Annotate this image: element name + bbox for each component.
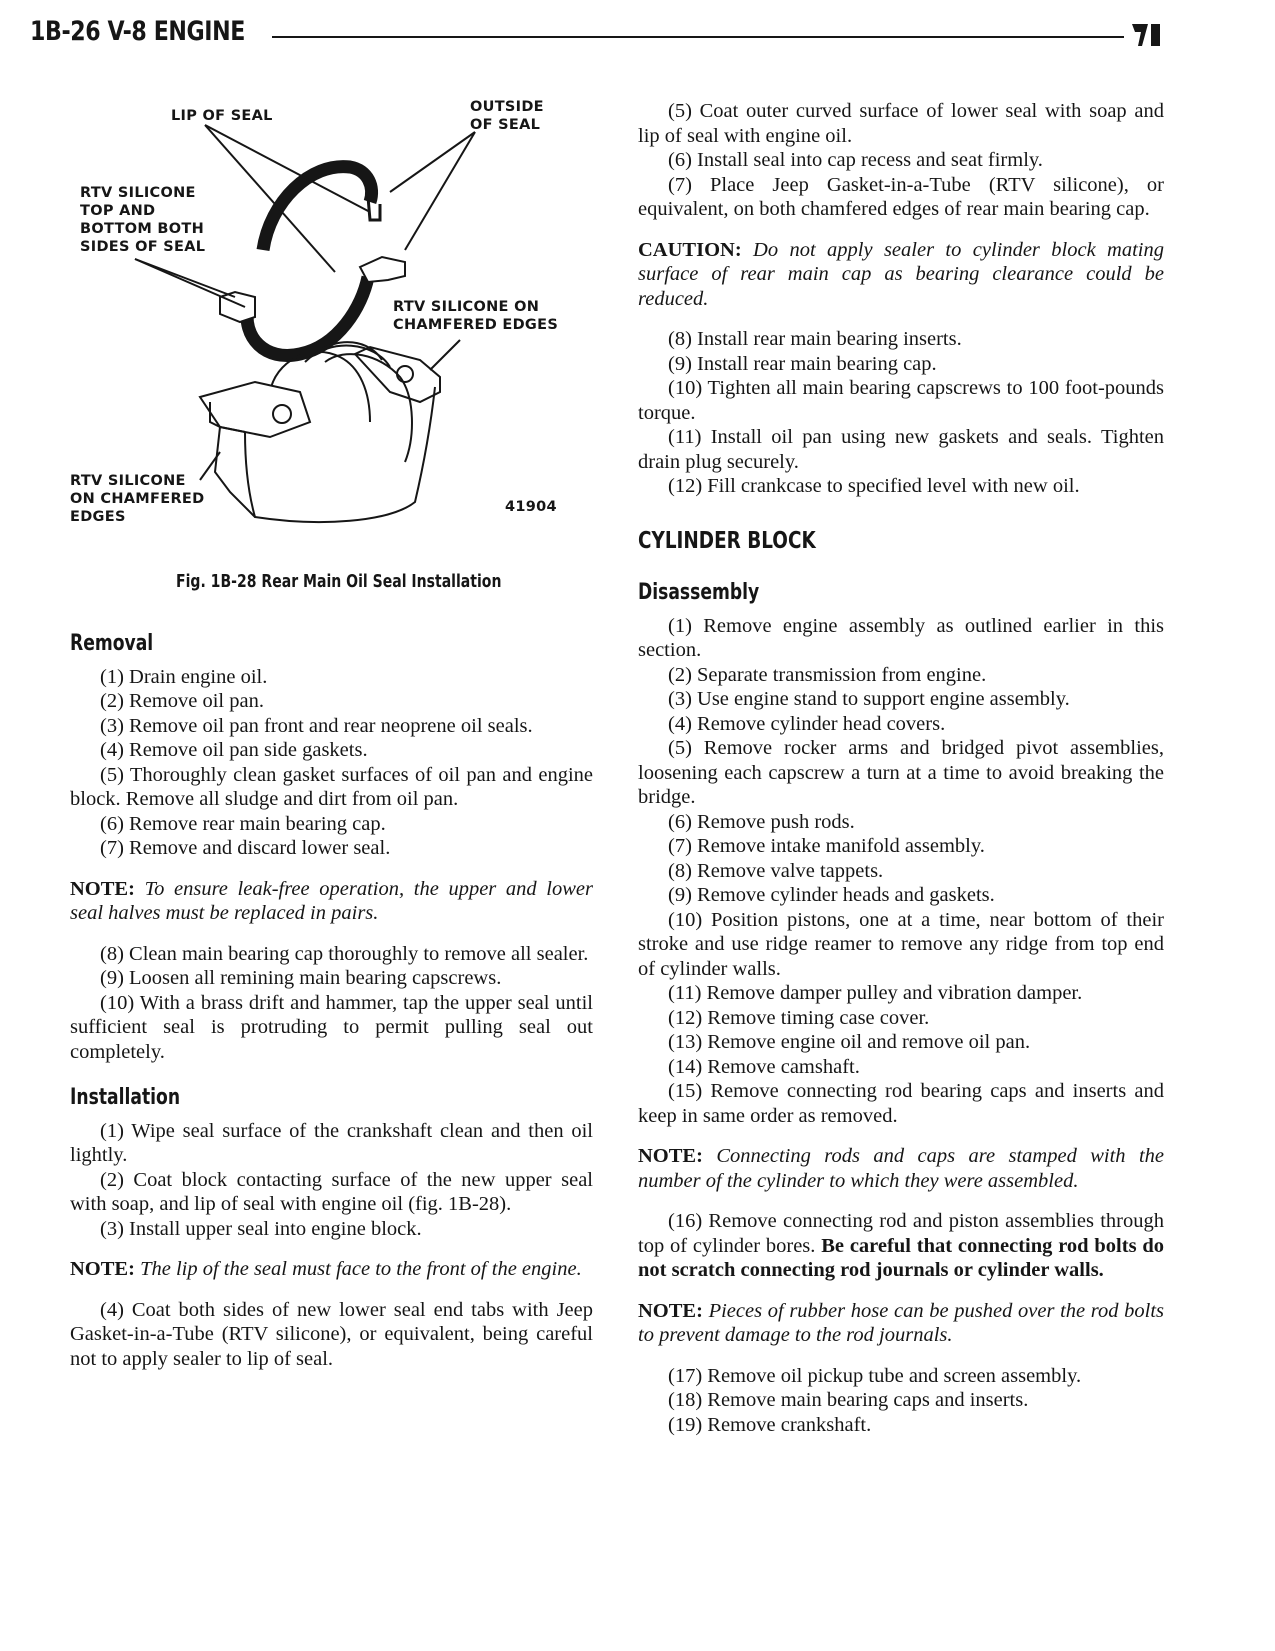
note-label: NOTE: bbox=[638, 1299, 703, 1322]
label-outside-of-seal: OUTSIDE OF SEAL bbox=[470, 99, 544, 133]
note-rubber-hose bbox=[638, 1299, 1164, 1348]
removal-step: (7) Remove and discard lower seal. bbox=[100, 837, 391, 859]
note-label: NOTE: bbox=[638, 1145, 703, 1167]
removal-step: (8) Clean main bearing cap thoroughly to remove all sealer. bbox=[100, 942, 589, 965]
disassembly-step: (8) Remove valve tappets. bbox=[668, 859, 884, 882]
installation-step: (11) Install oil pan using new gaskets and seals. Tighten drain plug securely. bbox=[638, 426, 1164, 473]
caution-sealer bbox=[638, 238, 1164, 312]
removal-step: (4) Remove oil pan side gaskets. bbox=[100, 739, 368, 761]
note-lip-front bbox=[70, 1257, 593, 1282]
removal-step: (5) Thoroughly clean gasket surfaces of oil pan and engine block. Remove all sludge and dirt from oil pan. bbox=[70, 763, 593, 810]
installation-step: (10) Tighten all main bearing capscrews to 100 foot-pounds torque. bbox=[638, 377, 1164, 424]
disassembly-step: (11) Remove damper pulley and vibration damper. bbox=[668, 982, 1083, 1004]
disassembly-step-16 bbox=[638, 1209, 1164, 1283]
removal-step: (10) With a brass drift and hammer, tap the upper seal until sufficient seal is protruding to permit pulling seal out completely. bbox=[70, 991, 593, 1063]
page-header-title: 1B-26 V-8 ENGINE bbox=[30, 16, 245, 47]
installation-step: (6) Install seal into cap recess and seat firmly. bbox=[668, 149, 1043, 171]
installation-step: (7) Place Jeep Gasket-in-a-Tube (RTV silicone), or equivalent, on both chamfered edges of rear main bearing cap. bbox=[638, 173, 1164, 220]
step16-text: (16) Remove connecting rod and piston assemblies through top of cylinder bores. bbox=[638, 1210, 1164, 1257]
caution-label: CAUTION: bbox=[638, 238, 742, 261]
installation-step: (1) Wipe seal surface of the crankshaft clean and then oil lightly. bbox=[70, 1119, 593, 1166]
figure-rear-main-seal bbox=[70, 92, 590, 562]
removal-step: (1) Drain engine oil. bbox=[100, 665, 268, 688]
caution-text: Do not apply sealer to cylinder block mating surface of rear main cap as bearing clearance could be reduced. bbox=[638, 238, 1164, 310]
step16-warning: Be careful that connecting rod bolts do not scratch connecting rod journals or cylinder walls. bbox=[638, 1234, 1165, 1281]
figure-caption: Fig. 1B-28 Rear Main Oil Seal Installation bbox=[176, 571, 502, 592]
label-rtv-top-bottom: RTV SILICONE TOP AND BOTTOM BOTH SIDES OF SEAL bbox=[80, 185, 206, 255]
installation-step: (12) Fill crankcase to specified level with new oil. bbox=[668, 475, 1080, 497]
disassembly-step: (14) Remove camshaft. bbox=[668, 1055, 860, 1078]
disassembly-step: (18) Remove main bearing caps and inserts. bbox=[668, 1389, 1029, 1411]
disassembly-step: (1) Remove engine assembly as outlined earlier in this section. bbox=[638, 614, 1164, 661]
note-label: NOTE: bbox=[70, 1258, 135, 1280]
disassembly-step: (5) Remove rocker arms and bridged pivot assemblies, loosening each capscrew a turn at a time to avoid breaking the bridge. bbox=[638, 737, 1164, 808]
note-text: Connecting rods and caps are stamped with the number of the cylinder to which they were assembled. bbox=[638, 1145, 1165, 1192]
header-rule bbox=[272, 36, 1124, 38]
disassembly-step: (6) Remove push rods. bbox=[668, 810, 855, 833]
note-text: To ensure leak-free operation, the upper and lower seal halves must be replaced in pairs. bbox=[70, 877, 594, 924]
heading-installation: Installation bbox=[70, 1085, 181, 1110]
removal-step: (6) Remove rear main bearing cap. bbox=[100, 812, 386, 835]
disassembly-step: (4) Remove cylinder head covers. bbox=[668, 712, 946, 735]
label-lip-of-seal: LIP OF SEAL bbox=[171, 108, 273, 124]
removal-step: (9) Loosen all remining main bearing capscrews. bbox=[100, 967, 502, 989]
installation-step: (2) Coat block contacting surface of the new upper seal with soap, and lip of seal with engine oil (fig. 1B-28). bbox=[70, 1168, 593, 1215]
installation-step: (4) Coat both sides of new lower seal end tabs with Jeep Gasket-in-a-Tube (RTV silicone), or equivalent, being careful not to apply sealer to lip of seal. bbox=[70, 1298, 593, 1370]
disassembly-step: (9) Remove cylinder heads and gaskets. bbox=[668, 884, 995, 906]
note-leak-free bbox=[70, 877, 593, 926]
brand-logo-icon bbox=[1130, 22, 1166, 48]
removal-step: (2) Remove oil pan. bbox=[100, 690, 264, 712]
installation-step: (8) Install rear main bearing inserts. bbox=[668, 328, 962, 350]
label-figure-number: 41904 bbox=[505, 499, 557, 515]
disassembly-step: (19) Remove crankshaft. bbox=[668, 1413, 872, 1436]
installation-step: (3) Install upper seal into engine block. bbox=[100, 1217, 422, 1240]
disassembly-step: (15) Remove connecting rod bearing caps and inserts and keep in same order as removed. bbox=[638, 1080, 1164, 1127]
note-label: NOTE: bbox=[70, 877, 135, 900]
heading-cylinder-block: CYLINDER BLOCK bbox=[638, 527, 816, 554]
left-column bbox=[70, 622, 593, 1371]
disassembly-step: (2) Separate transmission from engine. bbox=[668, 663, 987, 686]
disassembly-step: (7) Remove intake manifold assembly. bbox=[668, 835, 985, 857]
note-connecting-rods bbox=[638, 1144, 1164, 1193]
heading-disassembly: Disassembly bbox=[638, 580, 760, 605]
installation-step: (9) Install rear main bearing cap. bbox=[668, 352, 937, 375]
disassembly-step: (3) Use engine stand to support engine assembly. bbox=[668, 688, 1070, 710]
disassembly-step: (12) Remove timing case cover. bbox=[668, 1006, 930, 1029]
right-column bbox=[638, 99, 1164, 1437]
disassembly-step: (17) Remove oil pickup tube and screen assembly. bbox=[668, 1364, 1082, 1387]
heading-removal: Removal bbox=[70, 631, 154, 656]
disassembly-step: (10) Position pistons, one at a time, near bottom of their stroke and use ridge reamer to remove any ridge from top end of cylinder walls. bbox=[638, 908, 1164, 980]
label-rtv-on-chamfered: RTV SILICONE ON CHAMFERED EDGES bbox=[70, 473, 205, 525]
removal-step: (3) Remove oil pan front and rear neoprene oil seals. bbox=[100, 714, 533, 737]
label-rtv-chamfered-on: RTV SILICONE ON CHAMFERED EDGES bbox=[393, 299, 559, 333]
disassembly-step: (13) Remove engine oil and remove oil pan. bbox=[668, 1031, 1031, 1053]
note-text: Pieces of rubber hose can be pushed over the rod bolts to prevent damage to the rod journals. bbox=[638, 1299, 1164, 1346]
installation-step: (5) Coat outer curved surface of lower seal with soap and lip of seal with engine oil. bbox=[638, 100, 1164, 147]
note-text: The lip of the seal must face to the front of the engine. bbox=[140, 1258, 582, 1280]
